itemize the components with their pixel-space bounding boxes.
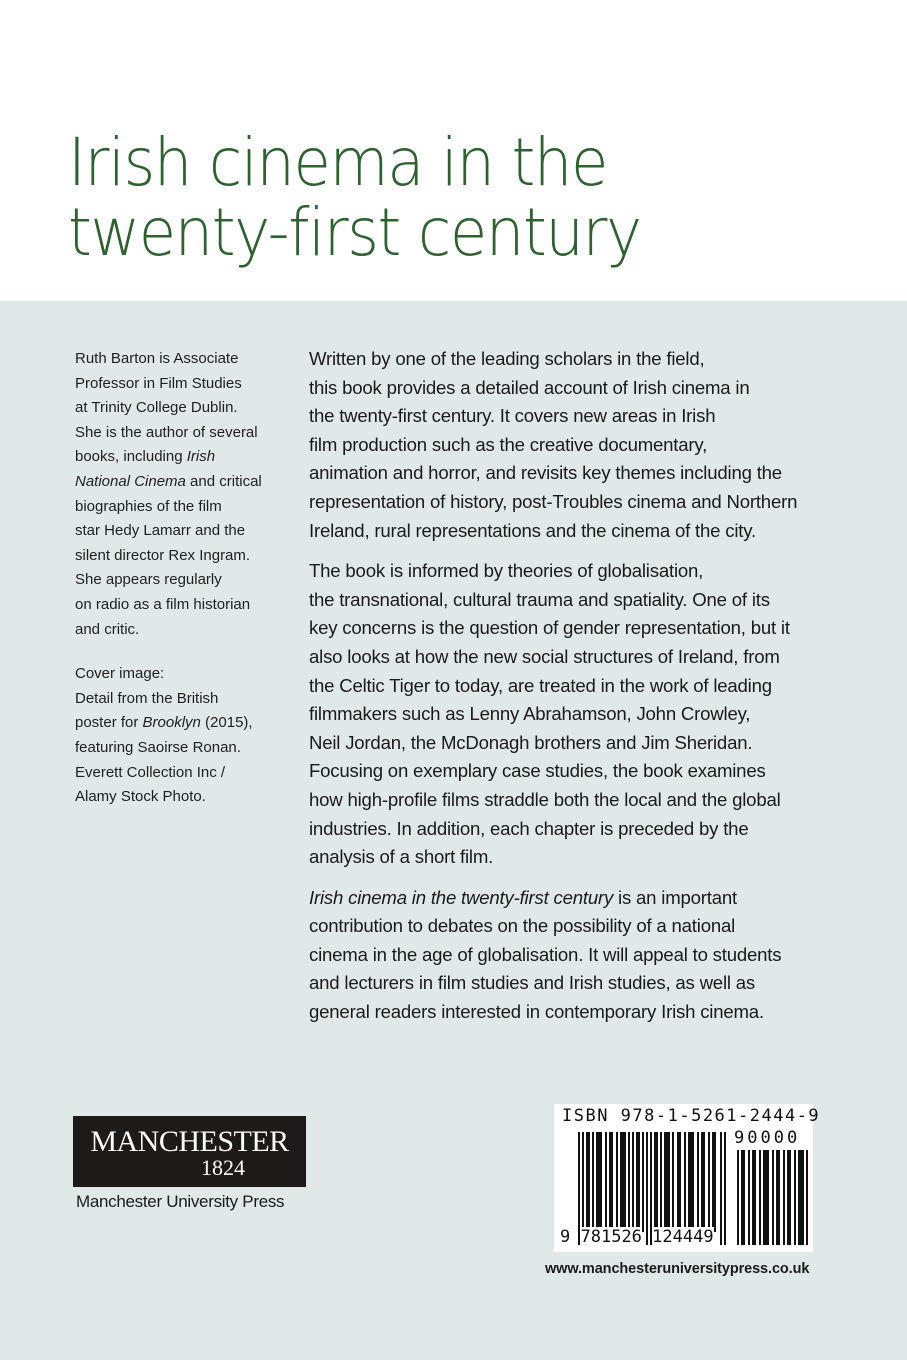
book-title-italic: Irish cinema in the twenty-first century (309, 886, 614, 908)
publisher-logo (73, 1116, 306, 1187)
bio-text: books, including (75, 448, 187, 466)
ean-first-digit: 9 (560, 1227, 571, 1247)
bio-line (75, 445, 285, 470)
credit-line: Alamy Stock Photo. (75, 788, 206, 806)
bio-line: star Hedy Lamarr and the (75, 522, 246, 540)
blurb-line: and lecturers in film studies and Irish studies, as well as (309, 972, 756, 994)
price-addon: 90000 (734, 1128, 801, 1148)
blurb-line: cinema in the age of globalisation. It will appeal to students (309, 943, 782, 965)
publisher-name: Manchester University Press (76, 1192, 285, 1211)
blurb-line: representation of history, post-Troubles cinema and Northern (309, 490, 798, 512)
bio-book-title: National Cinema (75, 472, 186, 490)
credit-line: Detail from the British (75, 689, 219, 707)
title-line-2: twenty-first century (68, 194, 641, 271)
credit-text: (2015), (200, 714, 253, 732)
credit-line (75, 711, 285, 736)
blurb-line: contribution to debates on the possibility of a national (309, 915, 736, 937)
blurb (309, 345, 849, 1027)
blurb-line: Neil Jordan, the McDonagh brothers and Jim Sheridan. (309, 731, 753, 753)
bio-line: on radio as a film historian (75, 595, 251, 613)
blurb-line: animation and horror, and revisits key themes including the (309, 462, 782, 484)
blurb-line (309, 884, 849, 913)
blurb-line: the transnational, cultural trauma and spatiality. One of its (309, 588, 770, 610)
blurb-line: the twenty-first century. It covers new areas in Irish (309, 405, 716, 427)
blurb-line: The book is informed by theories of globalisation, (309, 560, 704, 582)
blurb-line: filmmakers such as Lenny Abrahamson, John Crowley, (309, 703, 751, 725)
title-line-1: Irish cinema in the (68, 124, 608, 201)
blurb-text: is an important (613, 886, 737, 908)
bio-book-title: Irish (186, 448, 216, 466)
blurb-paragraph-3 (309, 884, 849, 1027)
logo-year: 1824 (201, 1155, 245, 1180)
author-bio (75, 347, 285, 810)
credit-line: Cover image: (75, 665, 165, 683)
bio-line: She appears regularly (75, 571, 222, 589)
bio-line: Ruth Barton is Associate (75, 350, 239, 367)
credit-line: Everett Collection Inc / (75, 763, 226, 781)
blurb-line: general readers interested in contemporary Irish cinema. (309, 1001, 764, 1023)
blurb-line: the Celtic Tiger to today, are treated in the work of leading (309, 674, 772, 696)
bio-line: She is the author of several (75, 423, 258, 441)
blurb-line: also looks at how the new social structures of Ireland, from (309, 645, 780, 667)
bio-line: and critic. (75, 620, 140, 638)
spacer (309, 872, 849, 884)
book-title (68, 124, 641, 271)
credit-text: poster for (75, 714, 143, 732)
bio-line: at Trinity College Dublin. (75, 399, 238, 417)
bio-text: and critical (185, 472, 262, 490)
bio-line (75, 470, 285, 495)
publisher-url: www.manchesteruniversitypress.co.uk (545, 1261, 810, 1277)
credit-line: featuring Saoirse Ronan. (75, 738, 241, 756)
blurb-line: key concerns is the question of gender representation, but it (309, 617, 790, 639)
ean-digits (560, 1227, 714, 1247)
isbn-barcode (554, 1104, 821, 1252)
bio-line: Professor in Film Studies (75, 374, 242, 392)
blurb-line: Focusing on exemplary case studies, the book examines (309, 760, 766, 782)
addon-bars-icon (737, 1150, 810, 1245)
logo-wordmark: MANCHESTER (90, 1125, 289, 1158)
cover-credit (75, 662, 285, 810)
blurb-paragraph-1 (309, 345, 849, 545)
ean-left-group: 781526 (580, 1227, 642, 1247)
isbn-label: ISBN 978-1-5261-2444-9 (562, 1106, 821, 1126)
blurb-line: film production such as the creative documentary, (309, 433, 708, 455)
blurb-line: industries. In addition, each chapter is preceded by the (309, 817, 749, 839)
blurb-paragraph-2 (309, 557, 849, 872)
blurb-line: analysis of a short film. (309, 846, 494, 868)
ean-right-group: 124449 (652, 1227, 714, 1247)
blurb-line: this book provides a detailed account of Irish cinema in (309, 376, 750, 398)
spacer (309, 545, 849, 557)
bio-line: biographies of the film (75, 497, 222, 515)
bio-line: silent director Rex Ingram. (75, 546, 251, 564)
blurb-line: how high-profile films straddle both the local and the global (309, 788, 781, 810)
blurb-line: Ireland, rural representations and the cinema of the city. (309, 519, 756, 541)
blurb-line: Written by one of the leading scholars in the field, (309, 348, 705, 369)
film-title: Brooklyn (142, 714, 201, 732)
header-panel (0, 0, 907, 301)
spacer (75, 642, 285, 662)
